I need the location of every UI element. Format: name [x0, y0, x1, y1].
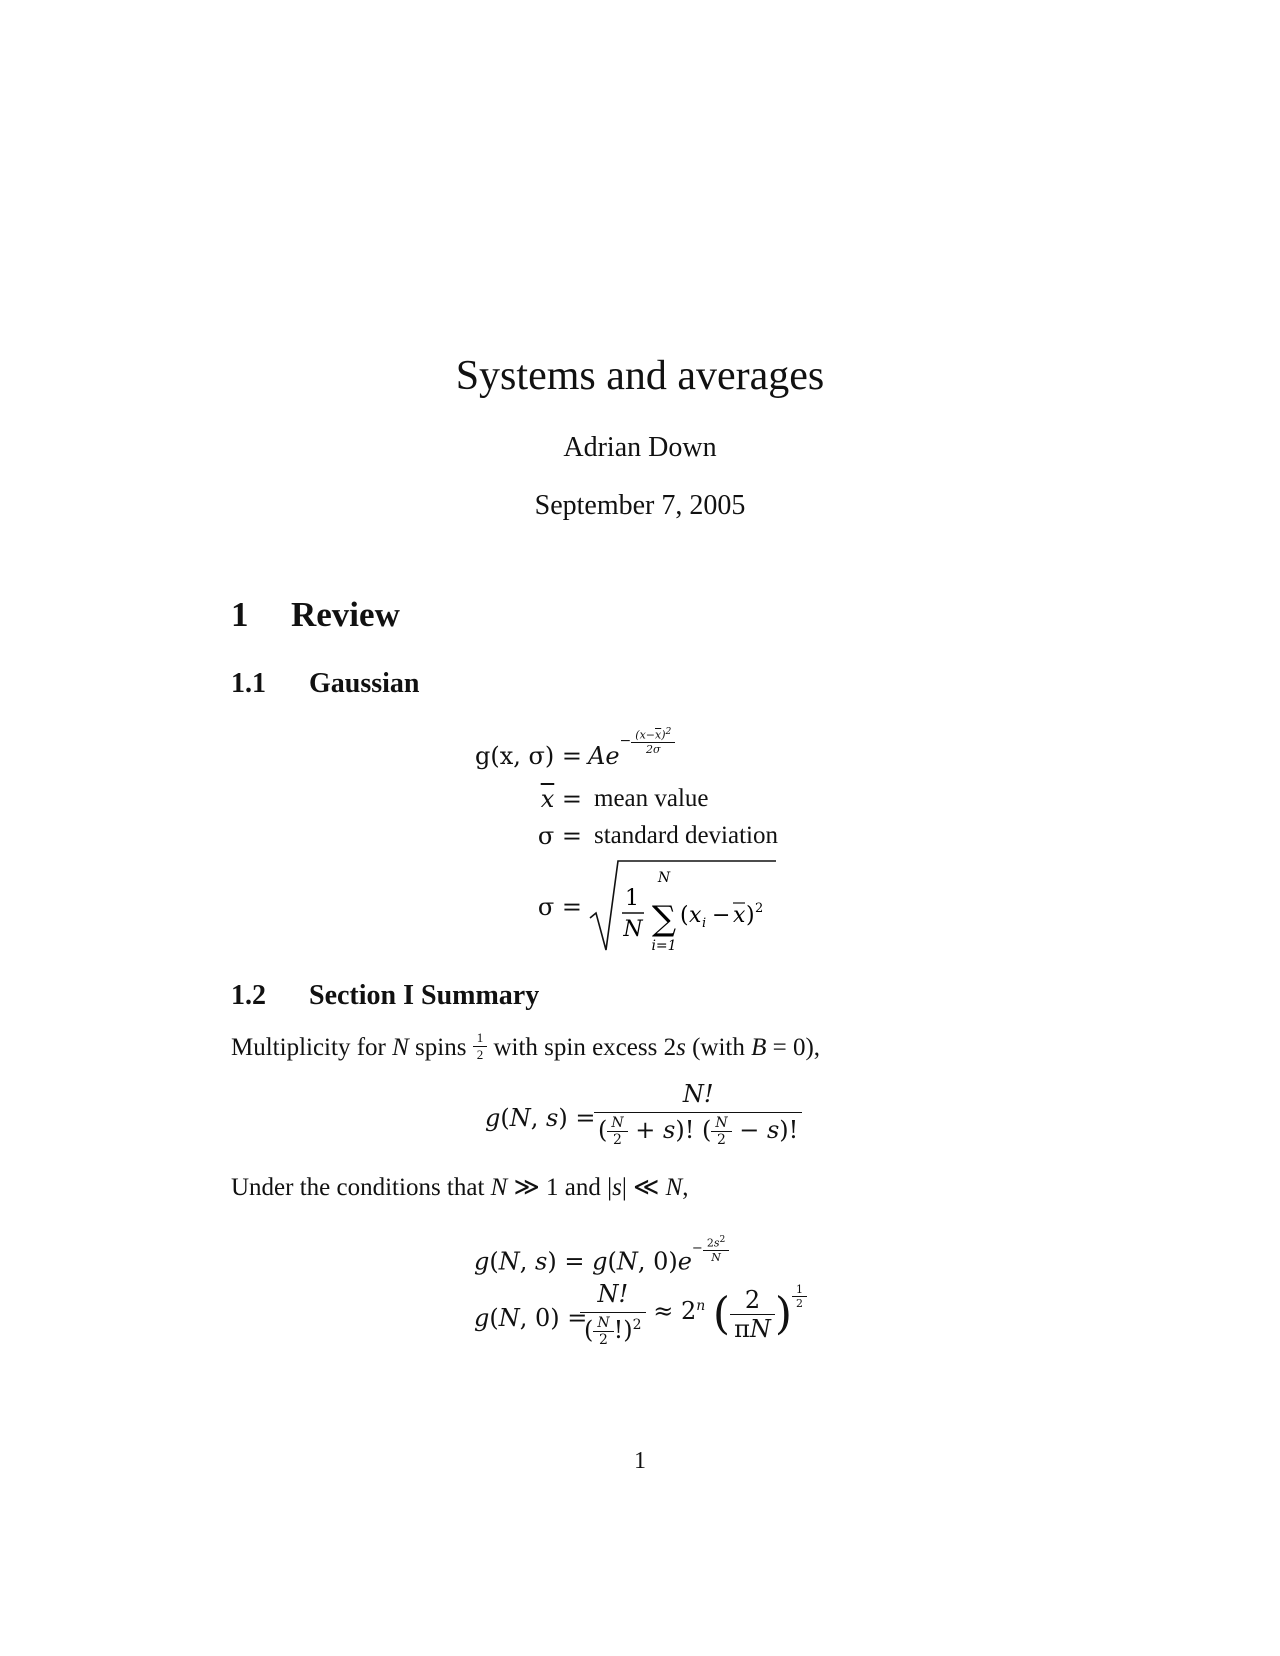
section-heading-review [231, 595, 400, 635]
svg-text:∑: ∑ [651, 899, 677, 939]
text-run: (with [685, 1034, 752, 1061]
text-run: | ≪ [621, 1174, 666, 1201]
svg-text:x: x [689, 903, 702, 928]
page-number: 1 [634, 1448, 646, 1474]
x-bar-symbol: $\overline{x}$ [540, 785, 555, 813]
paper-title: Systems and averages [455, 353, 825, 399]
subsection-number: 1.1 [231, 668, 266, 699]
paper-date: September 7, 2005 [534, 490, 746, 521]
eq-multiplicity-rhs: N! ( $\frac{N}{2}$ + s)! ( $\frac{N}{2}$ − s)! [594, 1080, 802, 1148]
subsection-heading-gaussian [231, 668, 420, 700]
text-run: ≫ 1 and | [507, 1174, 613, 1201]
subsection-number: 1.2 [231, 980, 266, 1011]
eq-mean-lhs: $\overline{x}$ = [540, 785, 582, 813]
svg-text:1: 1 [625, 886, 639, 911]
eq-gaussian-lhs: g(x, σ) = [474, 742, 582, 770]
sqrt-sum-formula [588, 858, 788, 954]
eq-multiplicity-lhs: g(N, s) = [485, 1104, 596, 1132]
text-run: = 0), [766, 1034, 821, 1061]
svg-text:2: 2 [755, 901, 764, 916]
subsection-heading-summary [231, 980, 539, 1012]
eq-approx2-rhs: N! ( $\frac{N}{2}$ !)$^2$ ≈ $2^n$ ( $\frac{2}{\pi N}$ ) $^{\frac{1}{2}}$ [580, 1280, 807, 1348]
author-name: Adrian Down [563, 432, 717, 463]
section-number: 1 [231, 595, 249, 634]
svg-text:N: N [623, 917, 643, 942]
text-run: Under the conditions that [231, 1174, 491, 1201]
text-run: , [682, 1174, 689, 1201]
text-run: with spin excess 2 [487, 1034, 677, 1061]
svg-text:i: i [702, 916, 707, 931]
svg-text:i=1: i=1 [651, 938, 677, 954]
svg-text:N: N [657, 870, 671, 886]
eq-sd-rhs: standard deviation [594, 822, 778, 849]
eq-gaussian-rhs: $Ae^{- \frac{(x-\overline{x})^2}{2\sigma}}$ [588, 736, 675, 770]
svg-text:x: x [733, 903, 746, 928]
eq-sd-lhs: σ = [537, 822, 582, 850]
eq-sigma-rhs [588, 858, 788, 960]
section-title: Review [291, 595, 400, 634]
eq-approx1: g(N, s) = g(N, $0)e^{- \frac{2s^2}{N}}$ [474, 1242, 729, 1275]
subsection-title: Section I Summary [309, 980, 540, 1011]
eq-mean-rhs: mean value [594, 785, 709, 812]
svg-text:(: ( [680, 903, 689, 928]
text-run: spins [408, 1034, 473, 1061]
paragraph-multiplicity: Multiplicity for N spins $\frac{1}{2}$ with spin excess 2s (with B = 0), [231, 1030, 821, 1062]
eq-sigma-lhs: σ = [537, 893, 582, 921]
text-run: Multiplicity for [231, 1034, 393, 1061]
eq-approx2-lhs: g(N, 0) = [474, 1304, 588, 1332]
svg-text:): ) [746, 903, 755, 928]
svg-text:−: − [712, 903, 731, 928]
paragraph-conditions: Under the conditions that N ≫ 1 and |s| ≪ N, [231, 1174, 689, 1201]
subsection-title: Gaussian [309, 668, 420, 699]
